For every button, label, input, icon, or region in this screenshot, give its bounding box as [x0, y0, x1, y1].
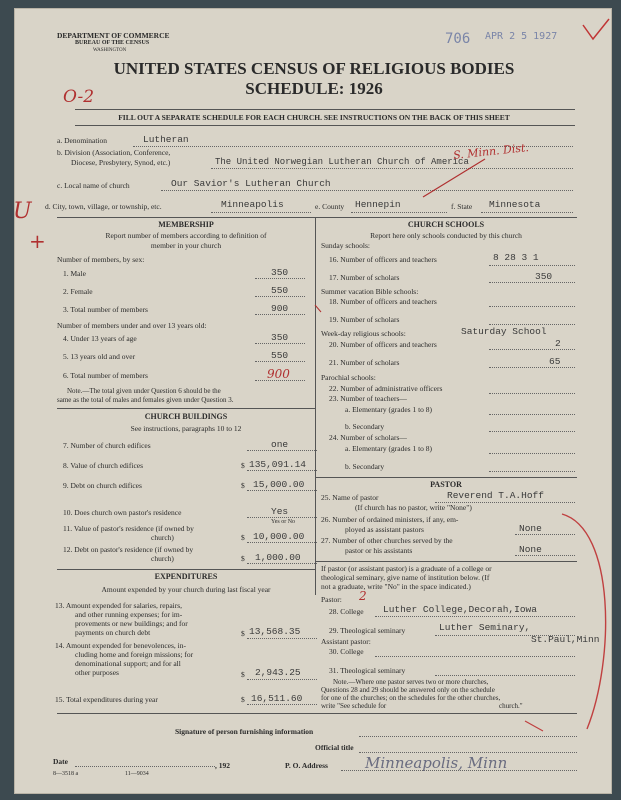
- margin-mark-u: U: [13, 199, 32, 224]
- pastor-heading: PASTOR: [430, 480, 462, 489]
- received-stamp-date: APR 2 5 1927: [485, 31, 558, 42]
- q21-value: 65: [549, 356, 561, 367]
- q23-label: 23. Number of teachers—: [329, 394, 407, 403]
- county-value: Hennepin: [355, 199, 401, 210]
- q15-label: 15. Total expenditures during year: [55, 695, 158, 704]
- q17-value: 350: [535, 271, 553, 282]
- q2-label: 2. Female: [63, 287, 93, 296]
- q12-label: 12. Debt on pastor's residence (if owned by: [63, 545, 194, 554]
- form-title: UNITED STATES CENSUS OF RELIGIOUS BODIES: [113, 59, 515, 78]
- q12-value: 1,000.00: [255, 552, 301, 563]
- q10-label: 10. Does church own pastor's residence: [63, 508, 182, 517]
- q1-label: 1. Male: [63, 269, 86, 278]
- pastor-label: Pastor:: [321, 595, 342, 604]
- q18-label: 18. Number of officers and teachers: [329, 297, 437, 306]
- q1-value: 350: [271, 267, 289, 278]
- q3-label: 3. Total number of members: [63, 305, 148, 314]
- q4-value: 350: [271, 332, 289, 343]
- pastor-mark: 2: [359, 589, 367, 603]
- po-address-label: P. O. Address: [285, 761, 328, 770]
- q3-value: 900: [271, 303, 289, 314]
- q16-value: 8 28 3 1: [493, 252, 539, 263]
- q14-label: 14. Amount expended for benevolences, in-: [55, 641, 187, 650]
- q13-label: 13. Amount expended for salaries, repairs,: [55, 601, 183, 610]
- q26-label: 26. Number of ordained ministers, if any, em-: [321, 515, 459, 524]
- city-line: WASHINGTON: [93, 48, 127, 53]
- q27-label: 27. Number of other churches served by the: [321, 536, 453, 545]
- q4-label: 4. Under 13 years of age: [63, 334, 137, 343]
- q7-value: one: [271, 439, 289, 450]
- q22-label: 22. Number of administrative officers: [329, 384, 443, 393]
- q11-label: 11. Value of pastor's residence (if owned by: [63, 524, 194, 533]
- membership-heading: MEMBERSHIP: [158, 220, 214, 229]
- q8-value: 135,091.14: [249, 459, 307, 470]
- margin-mark-o2: O-2: [63, 87, 95, 107]
- margin-mark-x: +: [29, 229, 46, 253]
- city-label: d. City, town, village, or township, etc.: [45, 202, 162, 211]
- q17-label: 17. Number of scholars: [329, 273, 400, 282]
- q8-label: 8. Value of church edifices: [63, 461, 144, 470]
- division-label-2: Diocese, Presbytery, Synod, etc.): [71, 158, 171, 167]
- q13-value: 13,568.35: [249, 626, 301, 637]
- q19-label: 19. Number of scholars: [329, 315, 400, 324]
- signature-label: Signature of person furnishing information: [175, 727, 314, 736]
- q9-value: 15,000.00: [253, 479, 305, 490]
- q5-value: 550: [271, 350, 289, 361]
- state-value: Minnesota: [489, 199, 541, 210]
- q16-label: 16. Number of officers and teachers: [329, 255, 437, 264]
- q26-value: None: [519, 523, 542, 534]
- q21-label: 21. Number of scholars: [329, 358, 400, 367]
- form-subtitle: SCHEDULE: 1926: [245, 79, 383, 98]
- q15-value: 16,511.60: [251, 693, 303, 704]
- instruction-line: FILL OUT A SEPARATE SCHEDULE FOR EACH CHURCH. SEE INSTRUCTIONS ON THE BACK OF THIS SHEET: [118, 113, 510, 122]
- year-label: , 192: [215, 761, 230, 770]
- q28-label: 28. College: [329, 607, 364, 616]
- q5-label: 5. 13 years old and over: [63, 352, 136, 361]
- q28-value: Luther College,Decorah,Iowa: [383, 604, 537, 615]
- q2-value: 550: [271, 285, 289, 296]
- q6-value: 900: [267, 367, 290, 381]
- local-name-value: Our Savior's Lutheran Church: [171, 178, 331, 189]
- county-label: e. County: [315, 202, 345, 211]
- local-name-label: c. Local name of church: [57, 181, 130, 190]
- city-value: Minneapolis: [221, 199, 284, 210]
- po-address-value: Minneapolis, Minn: [365, 754, 508, 772]
- census-form-sheet: DEPARTMENT OF COMMERCE BUREAU OF THE CENSUS WASHINGTON 706 APR 2 5 1927 UNITED STATES CENSUS OF RELIGIOUS BODIES SCHEDULE: 1926 O-2 FILL OUT A SEPARATE SCHEDULE FOR EACH CHURCH. SEE INSTRUCTIONS ON THE BACK OF THIS SHEET a. Denomination Lutheran b. Division (Association, Conference, Diocese, Presbytery, Synod, etc.) The United Norwegian Lutheran Church of America S. Minn. Dist. c. Local name of church Our Savior's Lutheran Church d. City, town, village, or township, etc. Minneapolis e. County Hennepin f. State Minnesota U + MEMBERSHIP Report number of members according to definition of member in your church Number of members, by sex: 1. Male 350 2. Female 550 3. Total number of members 900 Number of members under and over 13 years old: 4. Under 13 years of age 350 5. 13 years old and over 550 6. Total number of members 900 Note.—The total given under Question 6 should be the same as the total of males and females given under Question 3. CHURCH BUILDINGS See instructions, paragraphs 10 to 12 7. Number of church edifices one 8. Value of church edifices $ 135,091.14 9. Debt on church edifices $ 15,000.00 10. Does church own pastor's residence Yes Yes or No 11. Value of pastor's residence (if owned by church) $ 10,000.00 12. Debt on pastor's residence (if owned by church) $ 1,000.00 EXPENDITURES Amount expended by your church during last fiscal year 13. Amount expended for salaries, repairs, and other running expenses; for im- provements or new buildings; and for payments on church debt $ 13,568.35 14. Amount expended for benevolences, in- cluding home and foreign missions; for denominational support; and for all other purposes $ 2,943.25 15. Total expenditures during year $ 16,511.60 CHURCH SCHOOLS Report here only schools conducted by this church Sunday schools: 16. Number of officers and teachers 8 28 3 1 17. Number of scholars 350 Summer vacation Bible schools: 18. Number of officers and teachers 19. Number of scholars Week-day religious schools: Saturday School 20. Number of officers and teachers 2 21. Number of scholars 65 Parochial schools: 22. Number of administrative officers 23. Number of teachers— a. Elementary (grades 1 to 8) b. Secondary 24. Number of scholars— a. Elementary (grades 1 to 8) b. Secondary PASTOR 25. Name of pastor Reverend T.A.Hoff (If church has no pastor, write "None") 26. Number of ordained ministers, if any, em- ployed as assistant pastors None 27. Number of other churches served by the pastor or his assistants None If pastor (or assistant pastor) is a graduate of a college or theological seminary, give name of institution below. (If not a graduate, write "No" in the space indicated.) Pastor: 2 28. College Luther College,Decorah,Iowa 29. Theological seminary Luther Seminary, St.Paul,Minn Assistant pastor: 30. College 31. Theological seminary Note.—Where one pastor serves two or more churches, Questions 28 and 29 should be answered only on the schedule for one of the churches; on the schedules for the other churches, write "See schedule for church." Signature of person furnishing information Official title Date , 192 P. O. Address Minneapolis, Minn 8—3518 a 11—9034: [14, 8, 612, 794]
- q11-value: 10,000.00: [253, 531, 305, 542]
- q29-label: 29. Theological seminary: [329, 626, 406, 635]
- q25-value: Reverend T.A.Hoff: [447, 490, 544, 501]
- state-label: f. State: [451, 202, 473, 211]
- q9-label: 9. Debt on church edifices: [63, 481, 142, 490]
- q20-label: 20. Number of officers and teachers: [329, 340, 437, 349]
- q27-value: None: [519, 544, 542, 555]
- q14-value: 2,943.25: [255, 667, 301, 678]
- q10-value: Yes: [271, 506, 289, 517]
- official-title-label: Official title: [315, 743, 354, 752]
- q6-label: 6. Total number of members: [63, 371, 148, 380]
- dept-line: DEPARTMENT OF COMMERCE: [57, 31, 170, 40]
- bureau-line: BUREAU OF THE CENSUS: [75, 40, 150, 46]
- expenditures-heading: EXPENDITURES: [154, 572, 218, 581]
- division-label-1: b. Division (Association, Conference,: [57, 148, 171, 157]
- q7-label: 7. Number of church edifices: [63, 441, 151, 450]
- division-value: The United Norwegian Lutheran Church of America: [215, 157, 469, 167]
- q31-label: 31. Theological seminary: [329, 666, 406, 675]
- date-label: Date: [53, 757, 68, 766]
- q29-value-2: St.Paul,Minn: [531, 634, 600, 645]
- q25-label: 25. Name of pastor: [321, 493, 379, 502]
- division-handwritten: S. Minn. Dist.: [452, 141, 530, 162]
- received-stamp-number: 706: [445, 31, 471, 47]
- weekday-school-value: Saturday School: [461, 326, 547, 337]
- buildings-heading: CHURCH BUILDINGS: [144, 412, 228, 421]
- schools-heading: CHURCH SCHOOLS: [407, 220, 485, 229]
- q29-value: Luther Seminary,: [439, 622, 531, 633]
- red-pencil-marks: [15, 9, 613, 795]
- q30-label: 30. College: [329, 647, 364, 656]
- q20-value: 2: [555, 338, 561, 349]
- assistant-label: Assistant pastor:: [321, 637, 371, 646]
- denomination-label: a. Denomination: [57, 136, 107, 145]
- q24-label: 24. Number of scholars—: [329, 433, 407, 442]
- denomination-value: Lutheran: [143, 134, 189, 145]
